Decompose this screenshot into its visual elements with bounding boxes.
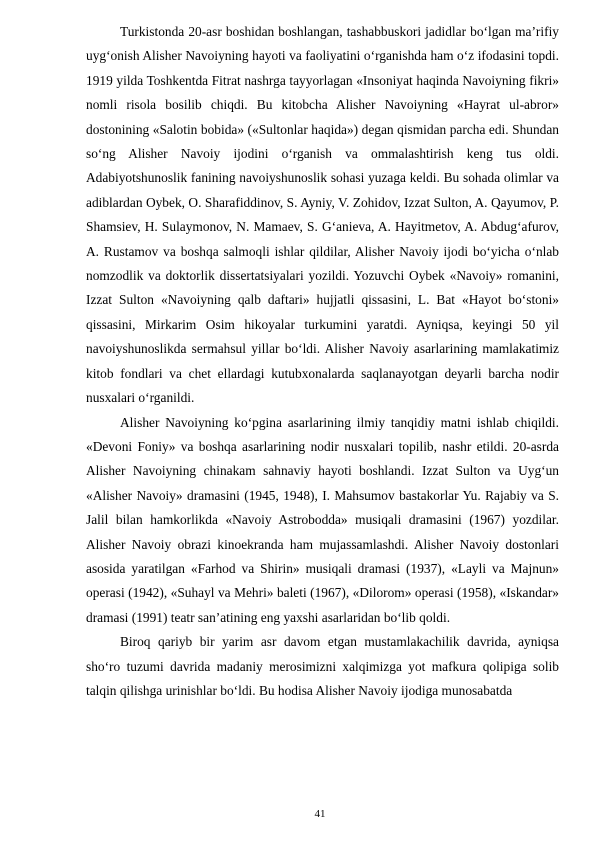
body-text [86,20,559,703]
paragraph-1: Turkistonda 20-asr boshidan boshlangan, tashabbuskori jadidlar bo‘lgan ma’rifiy uyg‘onish Alisher Navoiyning hayoti va faoliyatini o‘rganishda ham o‘z ifodasini topdi. 1919 yilda Toshkentda Fitrat nashrga tayyorlagan «Insoniyat haqinda Navoiyning fikri» nomli risola bosilib chiqdi. Bu kitobcha Alisher Navoiyning «Hayrat ul-abror» dostonining «Salotin bobida» («Sultonlar haqida») degan qismidan parcha edi. Shundan so‘ng Alisher Navoiy ijodini o‘rganish va ommalashtirish keng tus oldi. Adabiyotshunoslik fanining navoiyshunoslik sohasi yuzaga keldi. Bu sohada olimlar va adiblardan Oybek, O. Sharafiddinov, S. Ayniy, V. Zohidov, Izzat Sulton, A. Qayumov, P. Shamsiev, H. Sulaymonov, N. Mamaev, S. G‘anieva, A. Hayitmetov, A. Abdug‘afurov, A. Rustamov va boshqa salmoqli ishlar qildilar, Alisher Navoiy ijodi bo‘yicha o‘nlab nomzodlik va doktorlik dissertatsiyalari yozildi. Yozuvchi Oybek «Navoiy» romanini, Izzat Sulton «Navoiyning qalb daftari» hujjatli qissasini, L. Bat «Hayot bo‘stoni» qissasini, Mirkarim Osim hikoyalar turkumini yaratdi. Ayniqsa, keyingi 50 yil navoiyshunoslikda sermahsul yillar bo‘ldi. Alisher Navoiy asarlarining mamlakatimiz kitob fondlari va chet ellardagi kutubxonalarda saqlanayotgan deyarli barcha nodir nusxalari o‘rganildi. [86,24,559,406]
paragraph-3: Biroq qariyb bir yarim asr davom etgan mustamlakachilik davrida, ayniqsa sho‘ro tuzumi davrida madaniy merosimizni xalqimizga yot mafkura qolipiga solib talqin qilishga urinishlar bo‘ldi. Bu hodisa Alisher Navoiy ijodiga munosabatda [86,634,559,698]
page-number: 41 [314,808,326,820]
paragraph-2: Alisher Navoiyning ko‘pgina asarlarining ilmiy tanqidiy matni ishlab chiqildi. «Devoni Foniy» va boshqa asarlarining nodir nusxalari topilib, nashr etildi. 20-asrda Alisher Navoiyning chinakam sahnaviy hayoti boshlandi. Izzat Sulton va Uyg‘un «Alisher Navoiy» dramasini (1945, 1948), I. Mahsumov bastakorlar Yu. Rajabiy va S. Jalil bilan hamkorlikda «Navoiy Astrobodda» musiqali dramasini (1967) yozdilar. Alisher Navoiy obrazi kinoekranda ham mujassamlashdi. Alisher Navoiy dostonlari asosida yaratilgan «Farhod va Shirin» musiqali dramasi (1937), «Layli va Majnun» operasi (1942), «Suhayl va Mehri» baleti (1967), «Dilorom» operasi (1958), «Iskandar» dramasi (1991) teatr san’atining eng yaxshi asarlaridan bo‘lib qoldi. [86,414,559,625]
